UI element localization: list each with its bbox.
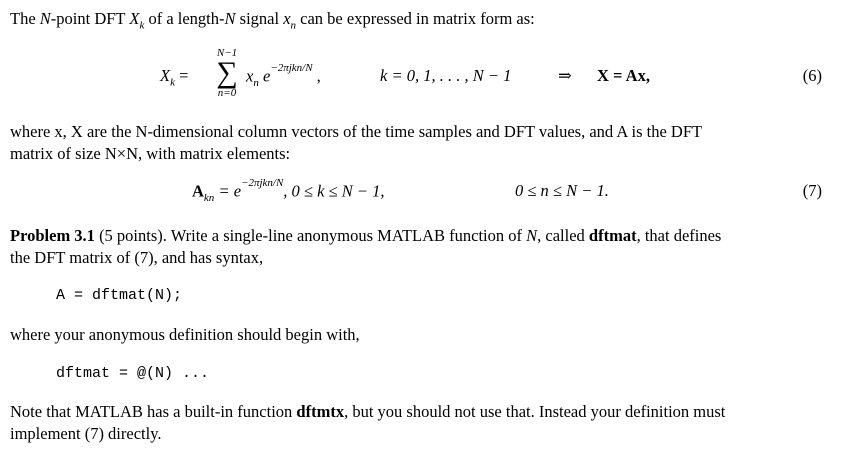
math-op: = bbox=[174, 66, 189, 85]
text: of a length- bbox=[144, 9, 225, 28]
sum-lower-limit: n=0 bbox=[217, 87, 237, 99]
function-name: dftmat bbox=[588, 226, 637, 245]
text: signal bbox=[235, 9, 284, 28]
text: -point DFT bbox=[50, 9, 130, 28]
math-var: N bbox=[224, 9, 236, 28]
intro-line bbox=[10, 9, 535, 31]
note-line-2: implement (7) directly. bbox=[10, 424, 162, 443]
math-sub: kn bbox=[203, 191, 215, 204]
text: , that defines bbox=[636, 226, 722, 245]
math-condition: , 0 ≤ k ≤ N − 1, bbox=[283, 181, 385, 201]
description-line-2: matrix of size N×N, with matrix elements: bbox=[10, 144, 291, 163]
equation-7 bbox=[192, 177, 385, 204]
description-line-1: where x, X are the N-dimensional column vectors of the time samples and DFT values, and A is the DFT bbox=[10, 122, 703, 141]
math-exponent: −2πjkn/N bbox=[241, 177, 284, 189]
code-begin: dftmat = @(N) ... bbox=[56, 365, 210, 382]
problem-line-1 bbox=[10, 226, 721, 246]
implies-arrow: ⇒ bbox=[558, 66, 572, 85]
math-var: N bbox=[39, 9, 51, 28]
sum-upper-limit: N−1 bbox=[216, 47, 238, 59]
equation-7-condition: 0 ≤ n ≤ N − 1. bbox=[515, 181, 609, 200]
math-exponent: −2πjkn/N bbox=[270, 62, 313, 74]
equation-number-6: (6) bbox=[802, 66, 822, 85]
note-line-1 bbox=[10, 402, 725, 422]
summation bbox=[212, 47, 242, 99]
function-name: dftmtx bbox=[296, 402, 345, 421]
math-op: = e bbox=[214, 181, 242, 201]
math-op: , bbox=[312, 66, 321, 86]
equation-6-matrix: X = Ax, bbox=[597, 66, 650, 85]
equation-6-range: k = 0, 1, . . . , N − 1 bbox=[380, 66, 512, 85]
equation-6-lhs bbox=[160, 66, 188, 88]
text: , but you should not use that. Instead your definition must bbox=[344, 402, 726, 421]
math-var: N bbox=[526, 226, 538, 245]
code-syntax: A = dftmat(N); bbox=[56, 287, 183, 304]
problem-points: (5 points). bbox=[94, 226, 167, 245]
math-var: X bbox=[160, 66, 171, 85]
problem-line-2: the DFT matrix of (7), and has syntax, bbox=[10, 248, 264, 267]
math-var: e bbox=[258, 66, 271, 86]
problem-label: Problem 3.1 bbox=[10, 226, 95, 245]
math-sub: n bbox=[290, 19, 297, 32]
math-var: x bbox=[246, 66, 254, 86]
text: Write a single-line anonymous MATLAB function of bbox=[166, 226, 527, 245]
equation-6-term bbox=[246, 62, 321, 89]
math-sub: n bbox=[253, 76, 259, 89]
text: The bbox=[10, 9, 40, 28]
math-sub: k bbox=[170, 76, 175, 89]
equation-number-7: (7) bbox=[802, 181, 822, 200]
instruction-line: where your anonymous definition should begin with, bbox=[10, 325, 360, 344]
math-var: X bbox=[129, 9, 140, 28]
text: can be expressed in matrix form as: bbox=[296, 9, 535, 28]
sigma-symbol: ∑ bbox=[216, 56, 238, 89]
text: , called bbox=[537, 226, 589, 245]
math-var: x bbox=[283, 9, 291, 28]
math-var: A bbox=[192, 181, 204, 201]
math-sub: k bbox=[139, 19, 145, 32]
text: Note that MATLAB has a built-in function bbox=[10, 402, 297, 421]
